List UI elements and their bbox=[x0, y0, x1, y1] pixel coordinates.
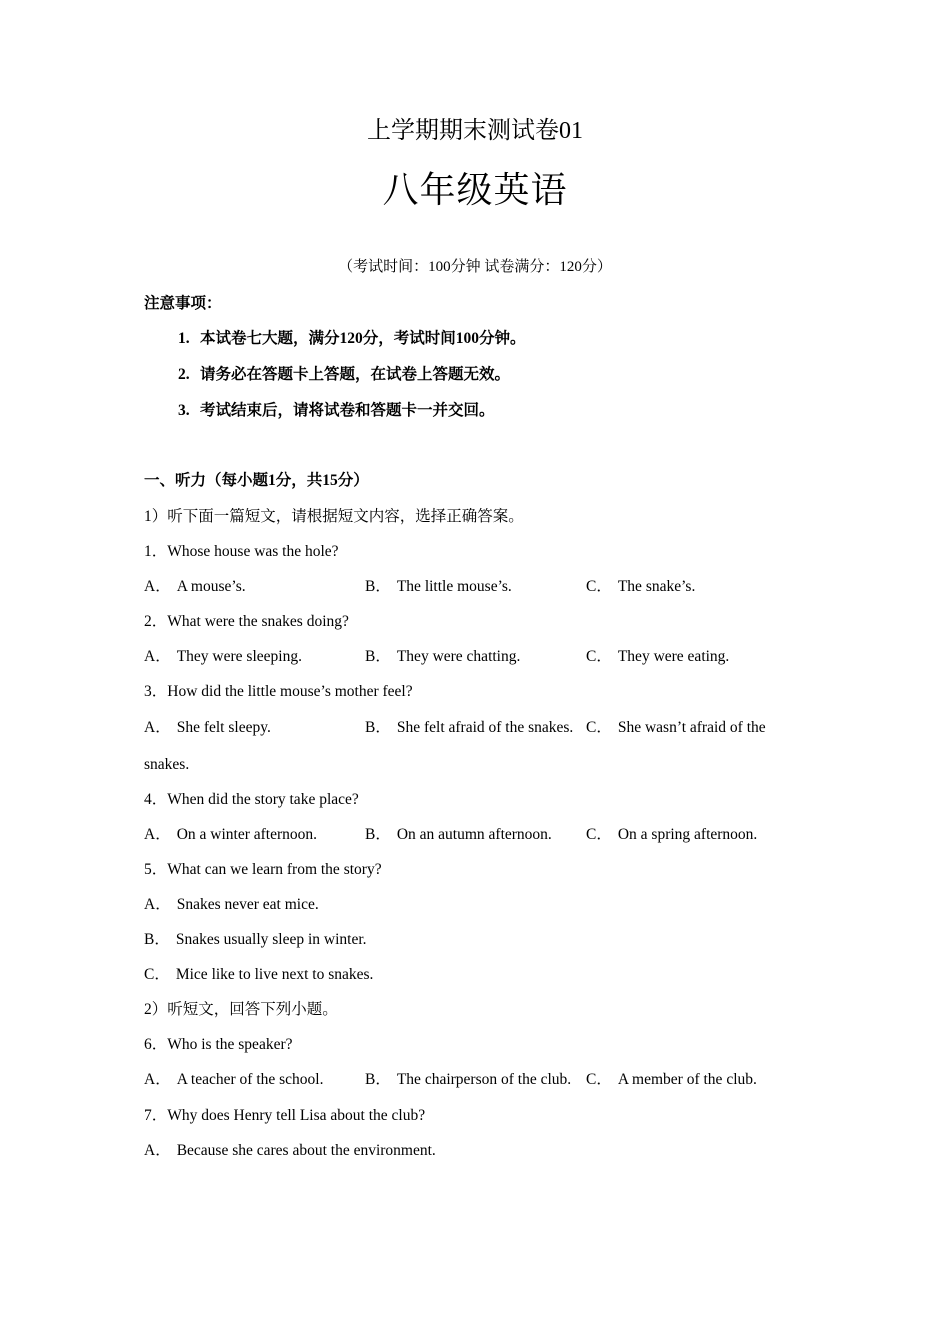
option-letter: A． bbox=[144, 1071, 171, 1088]
question-2-option-a bbox=[144, 646, 302, 668]
option-text: Mice like to live next to snakes. bbox=[175, 966, 374, 983]
note-text: 考试结束后，请将试卷和答题卡一并交回。 bbox=[200, 402, 495, 419]
note-item-3 bbox=[178, 400, 495, 422]
option-text: She felt afraid of the snakes. bbox=[396, 719, 574, 736]
question-4-option-a bbox=[144, 824, 317, 846]
option-text: On a winter afternoon. bbox=[176, 826, 318, 843]
option-letter: B． bbox=[365, 648, 391, 665]
question-3-option-c bbox=[586, 717, 766, 739]
option-letter: B． bbox=[365, 1071, 391, 1088]
option-text: Snakes usually sleep in winter. bbox=[175, 931, 367, 948]
option-text: The chairperson of the club. bbox=[396, 1071, 572, 1088]
exam-info: （考试时间：100分钟 试卷满分：120分） bbox=[338, 259, 612, 275]
option-letter: C． bbox=[586, 648, 612, 665]
option-letter: A． bbox=[144, 826, 171, 843]
question-2-option-c bbox=[586, 646, 729, 668]
option-letter: A． bbox=[144, 896, 171, 913]
question-7-option-a bbox=[144, 1140, 436, 1162]
option-letter: B． bbox=[144, 931, 170, 948]
question-1-stem: 1．Whose house was the hole? bbox=[144, 543, 339, 560]
part2-instruction: 2）听短文，回答下列小题。 bbox=[144, 1001, 338, 1018]
question-5-option-c bbox=[144, 964, 373, 986]
option-text: She wasn’t afraid of the bbox=[617, 719, 766, 736]
section-heading: 一、听力（每小题1分，共15分） bbox=[144, 472, 369, 489]
option-text: The little mouse’s. bbox=[396, 578, 512, 595]
option-letter: C． bbox=[586, 719, 612, 736]
question-4-option-c bbox=[586, 824, 757, 846]
question-3-option-c-wrap: snakes. bbox=[144, 756, 190, 773]
note-item-2 bbox=[178, 364, 510, 386]
question-5-option-a bbox=[144, 894, 319, 916]
part1-instruction: 1）听下面一篇短文，请根据短文内容，选择正确答案。 bbox=[144, 508, 524, 525]
question-1-option-c bbox=[586, 576, 695, 598]
option-letter: A． bbox=[144, 719, 171, 736]
exam-title: 八年级英语 bbox=[382, 170, 568, 210]
question-6-option-c bbox=[586, 1069, 757, 1091]
question-6-stem: 6．Who is the speaker? bbox=[144, 1036, 293, 1053]
option-letter: B． bbox=[365, 578, 391, 595]
note-text: 请务必在答题卡上答题，在试卷上答题无效。 bbox=[200, 366, 511, 383]
option-text: The snake’s. bbox=[617, 578, 696, 595]
option-letter: C． bbox=[586, 826, 612, 843]
option-letter: A． bbox=[144, 648, 171, 665]
option-text: A mouse’s. bbox=[176, 578, 246, 595]
option-letter: C． bbox=[586, 1071, 612, 1088]
option-letter: B． bbox=[365, 826, 391, 843]
question-3-stem: 3．How did the little mouse’s mother feel? bbox=[144, 683, 413, 700]
note-item-1 bbox=[178, 328, 526, 350]
option-text: They were eating. bbox=[617, 648, 730, 665]
question-5-stem: 5．What can we learn from the story? bbox=[144, 861, 382, 878]
question-1-option-a bbox=[144, 576, 246, 598]
question-7-stem: 7．Why does Henry tell Lisa about the club? bbox=[144, 1107, 426, 1124]
option-letter: A． bbox=[144, 1142, 171, 1159]
option-text: She felt sleepy. bbox=[176, 719, 271, 736]
question-6-option-a bbox=[144, 1069, 323, 1091]
option-text: Because she cares about the environment. bbox=[176, 1142, 436, 1159]
option-text: On a spring afternoon. bbox=[617, 826, 758, 843]
question-4-option-b bbox=[365, 824, 552, 846]
note-number: 1. bbox=[178, 330, 190, 347]
option-text: Snakes never eat mice. bbox=[176, 896, 319, 913]
note-number: 3. bbox=[178, 402, 190, 419]
question-5-option-b bbox=[144, 929, 367, 951]
notes-heading: 注意事项： bbox=[144, 295, 222, 312]
question-2-option-b bbox=[365, 646, 520, 668]
note-number: 2. bbox=[178, 366, 190, 383]
note-text: 本试卷七大题，满分120分，考试时间100分钟。 bbox=[200, 330, 526, 347]
question-3-option-a bbox=[144, 717, 271, 739]
exam-subtitle: 上学期期末测试卷01 bbox=[367, 118, 583, 144]
option-text: A member of the club. bbox=[617, 1071, 757, 1088]
option-letter: C． bbox=[586, 578, 612, 595]
option-text: They were sleeping. bbox=[176, 648, 302, 665]
question-4-stem: 4．When did the story take place? bbox=[144, 791, 359, 808]
option-letter: A． bbox=[144, 578, 171, 595]
option-letter: B． bbox=[365, 719, 391, 736]
option-letter: C． bbox=[144, 966, 170, 983]
option-text: On an autumn afternoon. bbox=[396, 826, 552, 843]
option-text: A teacher of the school. bbox=[176, 1071, 324, 1088]
question-1-option-b bbox=[365, 576, 512, 598]
question-6-option-b bbox=[365, 1069, 571, 1091]
question-3-option-b bbox=[365, 717, 573, 739]
option-text: They were chatting. bbox=[396, 648, 521, 665]
question-2-stem: 2．What were the snakes doing? bbox=[144, 613, 349, 630]
